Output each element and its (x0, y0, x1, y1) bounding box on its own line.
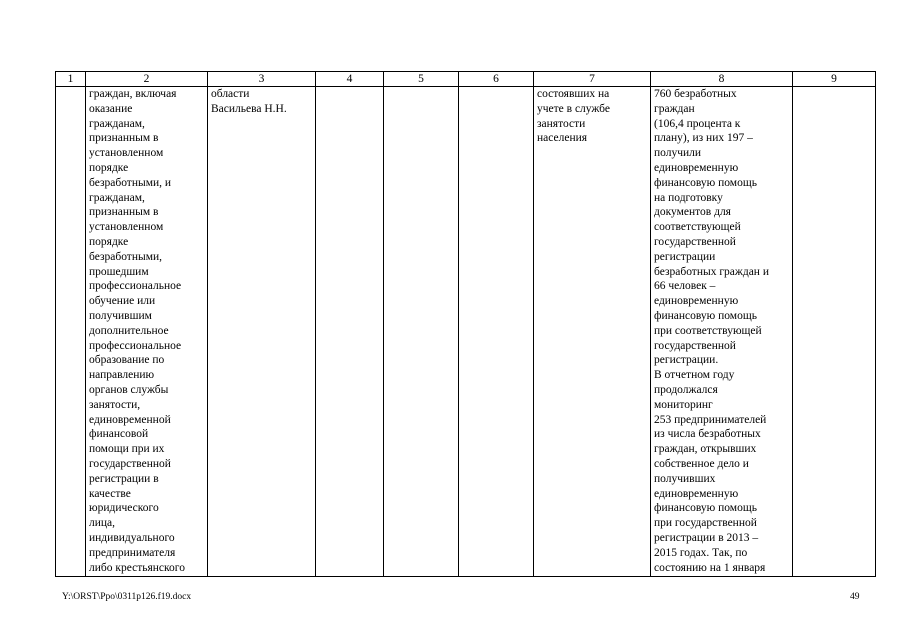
column-header-7: 7 (534, 72, 651, 87)
column-header-3: 3 (208, 72, 316, 87)
page-number: 49 (850, 592, 860, 602)
column-number-row (56, 72, 876, 87)
cell-responsible-person: области Васильева Н.Н. (208, 87, 316, 577)
cell-col-1 (56, 87, 86, 577)
column-header-9: 9 (793, 72, 876, 87)
column-header-4: 4 (316, 72, 384, 87)
column-header-5: 5 (384, 72, 459, 87)
cell-target-group: состоявших на учете в службе занятости населения (534, 87, 651, 577)
column-header-6: 6 (459, 72, 534, 87)
column-header-8: 8 (651, 72, 793, 87)
column-header-1: 1 (56, 72, 86, 87)
column-header-2: 2 (86, 72, 208, 87)
cell-col-5 (384, 87, 459, 577)
report-table (55, 71, 876, 577)
cell-col-6 (459, 87, 534, 577)
cell-col-4 (316, 87, 384, 577)
footer-file-path: Y:\ORST\Ppo\0311p126.f19.docx (62, 592, 192, 602)
table-row (56, 87, 876, 577)
cell-activity-description: граждан, включая оказание гражданам, признанным в установленном порядке безработными, и гражданам, признанным в установленном порядке безработными, прошедшим профессиональное обучение или получившим дополнительное профессиональное образование по направлению органов службы занятости, единовременной финансовой помощи при их государственной регистрации в качестве юридического лица, индивидуального предпринимателя либо крестьянского (86, 87, 208, 577)
cell-results: 760 безработных граждан (106,4 процента к плану), из них 197 – получили единовременную финансовую помощь на подготовку документов для соответствующей государственной регистрации безработных граждан и 66 человек – единовременную финансовую помощь при соответствующей государственной регистрации. В отчетном году продолжался мониторинг 253 предпринимателей из числа безработных граждан, открывших собственное дело и получивших единовременную финансовую помощь при государственной регистрации в 2013 – 2015 годах. Так, по состоянию на 1 января (651, 87, 793, 577)
cell-col-9 (793, 87, 876, 577)
